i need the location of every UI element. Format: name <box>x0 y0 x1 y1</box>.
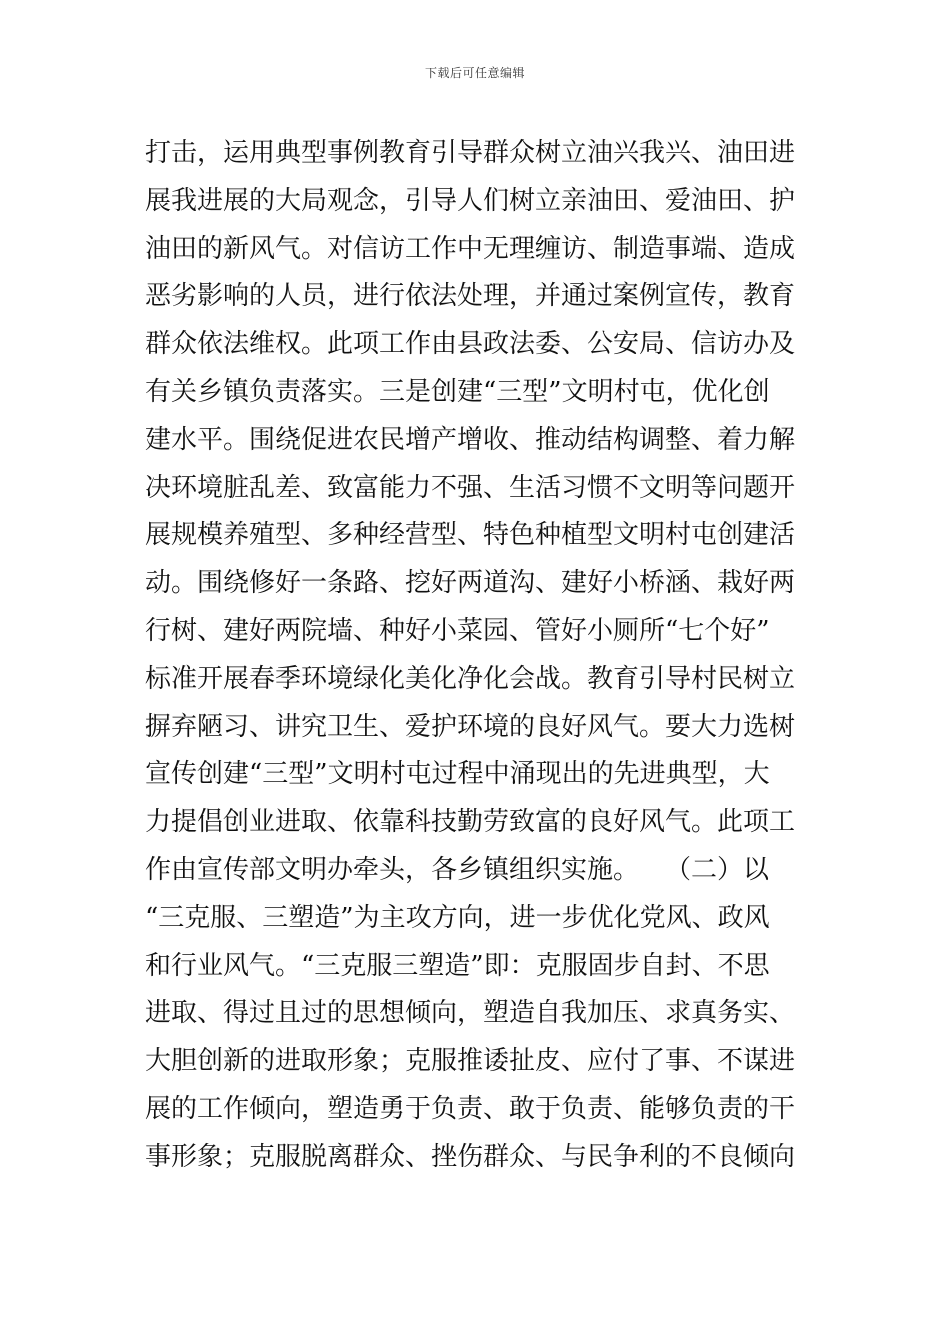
text-line: 有关乡镇负责落实。三是创建“三型”文明村屯，优化创 <box>145 376 770 407</box>
text-line: 决环境脏乱差、致富能力不强、生活习惯不文明等问题开 <box>145 472 796 503</box>
text-line: 打击，运用典型事例教育引导群众树立油兴我兴、油田进 <box>145 138 796 168</box>
text-line: 恶劣影响的人员，进行依法处理，并通过案例宣传，教育 <box>145 281 796 312</box>
text-line: 和行业风气。“三克服三塑造”即：克服固步自封、不思 <box>145 950 770 981</box>
body-paragraph <box>145 130 815 1182</box>
text-line: 展规模养殖型、多种经营型、特色种植型文明村屯创建活 <box>145 520 796 551</box>
text-line: 展我进展的大局观念，引导人们树立亲油田、爱油田、护 <box>145 185 796 216</box>
text-line: 大胆创新的进取形象；克服推诿扯皮、应付了事、不谋进 <box>145 1046 796 1077</box>
text-line: 事形象；克服脱离群众、挫伤群众、与民争利的不良倾向 <box>145 1141 796 1172</box>
text-line: 动。围绕修好一条路、挖好两道沟、建好小桥涵、栽好两 <box>145 568 796 599</box>
text-line: 油田的新风气。对信访工作中无理缠访、制造事端、造成 <box>145 233 796 264</box>
text-line: 宣传创建“三型”文明村屯过程中涌现出的先进典型，大 <box>145 759 770 790</box>
text-line: 作由宣传部文明办牵头，各乡镇组织实施。 （二）以 <box>145 854 770 885</box>
text-line: 力提倡创业进取、依靠科技勤劳致富的良好风气。此项工 <box>145 807 796 838</box>
text-line: 行树、建好两院墙、种好小菜园、管好小厕所“七个好” <box>145 615 770 646</box>
text-line: 展的工作倾向，塑造勇于负责、敢于负责、能够负责的干 <box>145 1093 796 1124</box>
text-line: 摒弃陋习、讲究卫生、爱护环境的良好风气。要大力选树 <box>145 711 796 742</box>
text-line: 进取、得过且过的思想倾向，塑造自我加压、求真务实、 <box>145 998 796 1029</box>
text-line: 群众依法维权。此项工作由县政法委、公安局、信访办及 <box>145 329 796 360</box>
text-line: 建水平。围绕促进农民增产增收、推动结构调整、着力解 <box>145 424 796 455</box>
text-line: 标准开展春季环境绿化美化净化会战。教育引导村民树立 <box>145 663 796 694</box>
text-line: “三克服、三塑造”为主攻方向，进一步优化党风、政风 <box>145 902 770 933</box>
page-header: 下载后可任意编辑 <box>424 66 525 80</box>
